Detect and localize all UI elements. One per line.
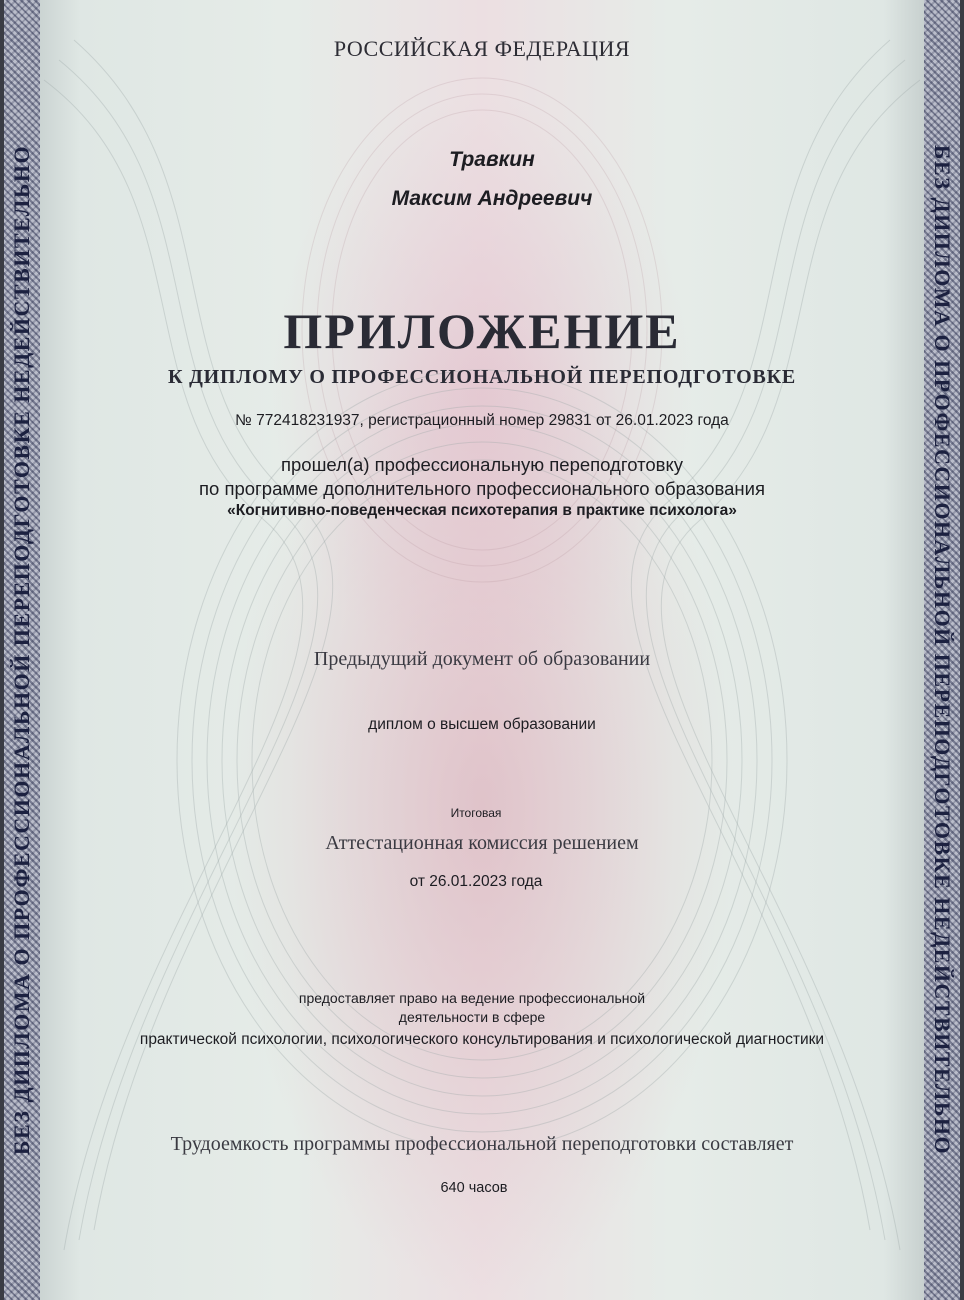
decision-date: от 26.01.2023 года (409, 873, 543, 890)
document-subtitle: К ДИПЛОМУ О ПРОФЕССИОНАЛЬНОЙ ПЕРЕПОДГОТОВКЕ (167, 366, 797, 388)
holder-surname: Травкин (449, 148, 535, 171)
border-warning-text-left: БЕЗ ДИПЛОМА О ПРОФЕССИОНАЛЬНОЙ ПЕРЕПОДГОТОВКЕ НЕДЕЙСТВИТЕЛЬНО (9, 144, 34, 1156)
country-heading: РОССИЙСКАЯ ФЕДЕРАЦИЯ (333, 36, 631, 61)
border-warning-text-right: БЕЗ ДИПЛОМА О ПРОФЕССИОНАЛЬНОЙ ПЕРЕПОДГОТОВКЕ НЕДЕЙСТВИТЕЛЬНО (930, 144, 955, 1156)
holder-given-names: Максим Андреевич (391, 187, 593, 210)
rights-field: практической психологии, психологического консультирования и психологической диагностики (139, 1031, 825, 1048)
document-content (40, 0, 924, 1300)
previous-document-value: диплом о высшем образовании (368, 716, 596, 733)
commission-label: Аттестационная комиссия решением (325, 832, 639, 854)
final-label: Итоговая (450, 806, 502, 820)
previous-document-label: Предыдущий документ об образовании (313, 648, 651, 670)
document-title: ПРИЛОЖЕНИЕ (283, 303, 681, 359)
diploma-supplement-sheet (4, 0, 960, 1300)
diploma-number-line: № 772418231937, регистрационный номер 29831 от 26.01.2023 года (235, 412, 729, 429)
rights-line-1: предоставляет право на ведение профессиональной (298, 990, 646, 1006)
passed-training-line: прошел(а) профессиональную переподготовку (280, 454, 684, 475)
program-type-line: по программе дополнительного профессионального образования (199, 478, 765, 499)
rights-line-2: деятельности в сфере (398, 1009, 546, 1025)
program-name: «Когнитивно-поведенческая психотерапия в практике психолога» (227, 502, 737, 519)
program-hours: 640 часов (440, 1180, 508, 1196)
labor-intensity-label: Трудоемкость программы профессиональной переподготовки составляет (170, 1133, 794, 1155)
